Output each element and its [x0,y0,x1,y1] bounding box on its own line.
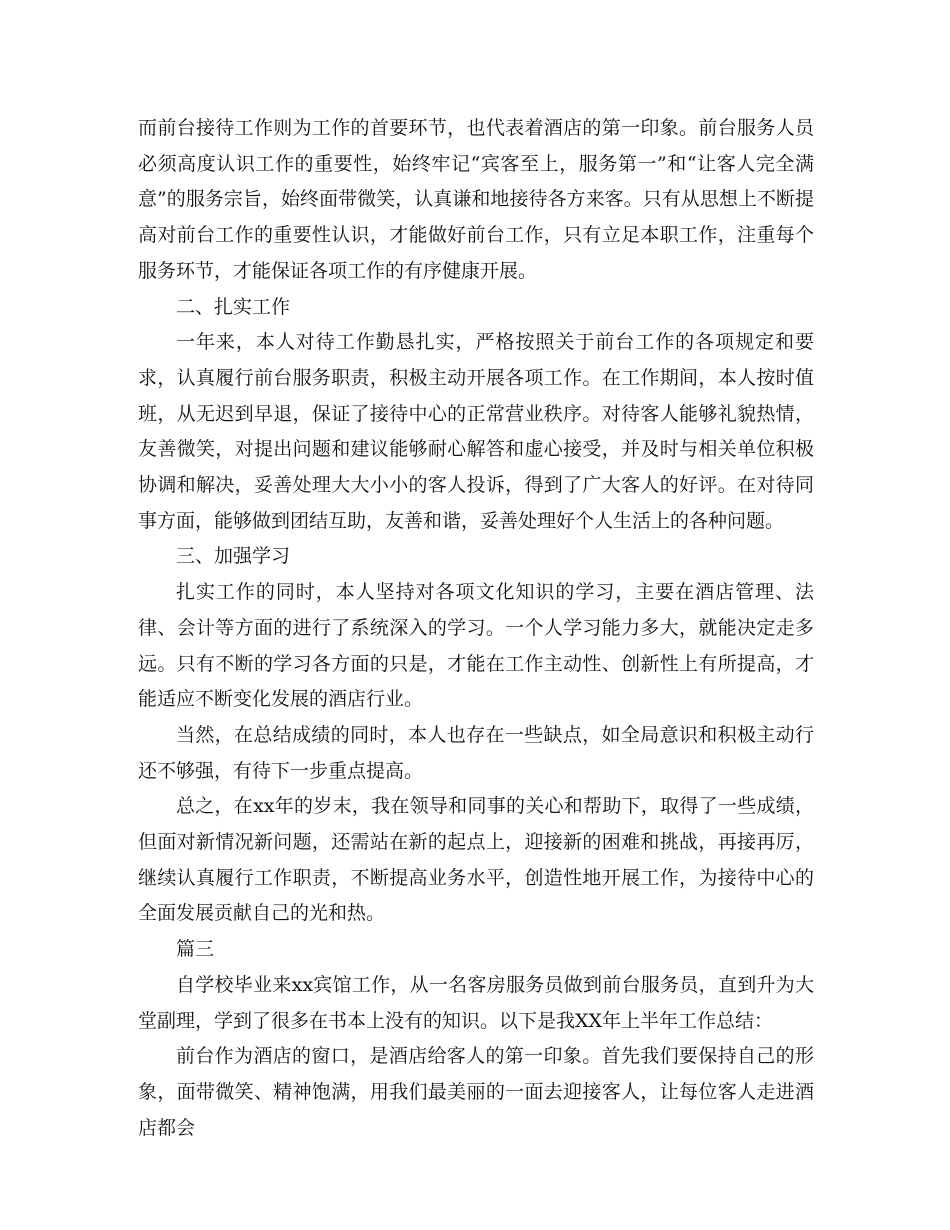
section-heading-work: 二、扎实工作 [176,295,291,318]
section-heading-part-three: 篇三 [176,938,215,961]
paragraph-intro: 而前台接待工作则为工作的首要环节，也代表着酒店的第一印象。前台服务人员必须高度认识工作的重要性，始终牢记“宾客至上，服务第一”和“让客人完全满意”的服务宗旨，始终面带微笑，认真谦和地接待各方来客。只有从思想上不断提高对前台工作的重要性认识，才能做好前台工作，只有立足本职工作，注重每个服务环节，才能保证各项工作的有序健康开展。 [138,117,814,282]
paragraph-front-desk: 前台作为酒店的窗口，是酒店给客人的第一印象。首先我们要保持自己的形象，面带微笑、精神饱满，用我们最美丽的一面去迎接客人，让每位客人走进酒店都会 [138,1045,814,1139]
paragraph-shortcomings: 当然，在总结成绩的同时，本人也存在一些缺点，如全局意识和积极主动行还不够强，有待下一步重点提高。 [138,723,814,782]
paragraph-conclusion: 总之，在xx年的岁末，我在领导和同事的关心和帮助下，取得了一些成绩，但面对新情况新问题，还需站在新的起点上，迎接新的困难和挑战，再接再厉，继续认真履行工作职责，不断提高业务水平，创造性地开展工作，为接待中心的全面发展贡献自己的光和热。 [138,795,814,925]
paragraph-work: 一年来，本人对待工作勤恳扎实，严格按照关于前台工作的各项规定和要求，认真履行前台服务职责，积极主动开展各项工作。在工作期间，本人按时值班，从无迟到早退，保证了接待中心的正常营业秩序。对待客人能够礼貌热情，友善微笑，对提出问题和建议能够耐心解答和虚心接受，并及时与相关单位积极协调和解决，妥善处理大大小小的客人投诉，得到了广大客人的好评。在对待同事方面，能够做到团结互助，友善和谐，妥善处理好个人生活上的各种问题。 [138,331,814,532]
section-heading-study: 三、加强学习 [176,545,291,568]
paragraph-study: 扎实工作的同时，本人坚持对各项文化知识的学习，主要在酒店管理、法律、会计等方面的进行了系统深入的学习。一个人学习能力多大，就能决定走多远。只有不断的学习各方面的只是，才能在工作主动性、创新性上有所提高，才能适应不断变化发展的酒店行业。 [138,581,814,711]
document-body [138,111,814,1146]
paragraph-part-three-intro: 自学校毕业来xx宾馆工作，从一名客房服务员做到前台服务员，直到升为大堂副理，学到了很多在书本上没有的知识。以下是我XX年上半年工作总结： [138,973,814,1032]
